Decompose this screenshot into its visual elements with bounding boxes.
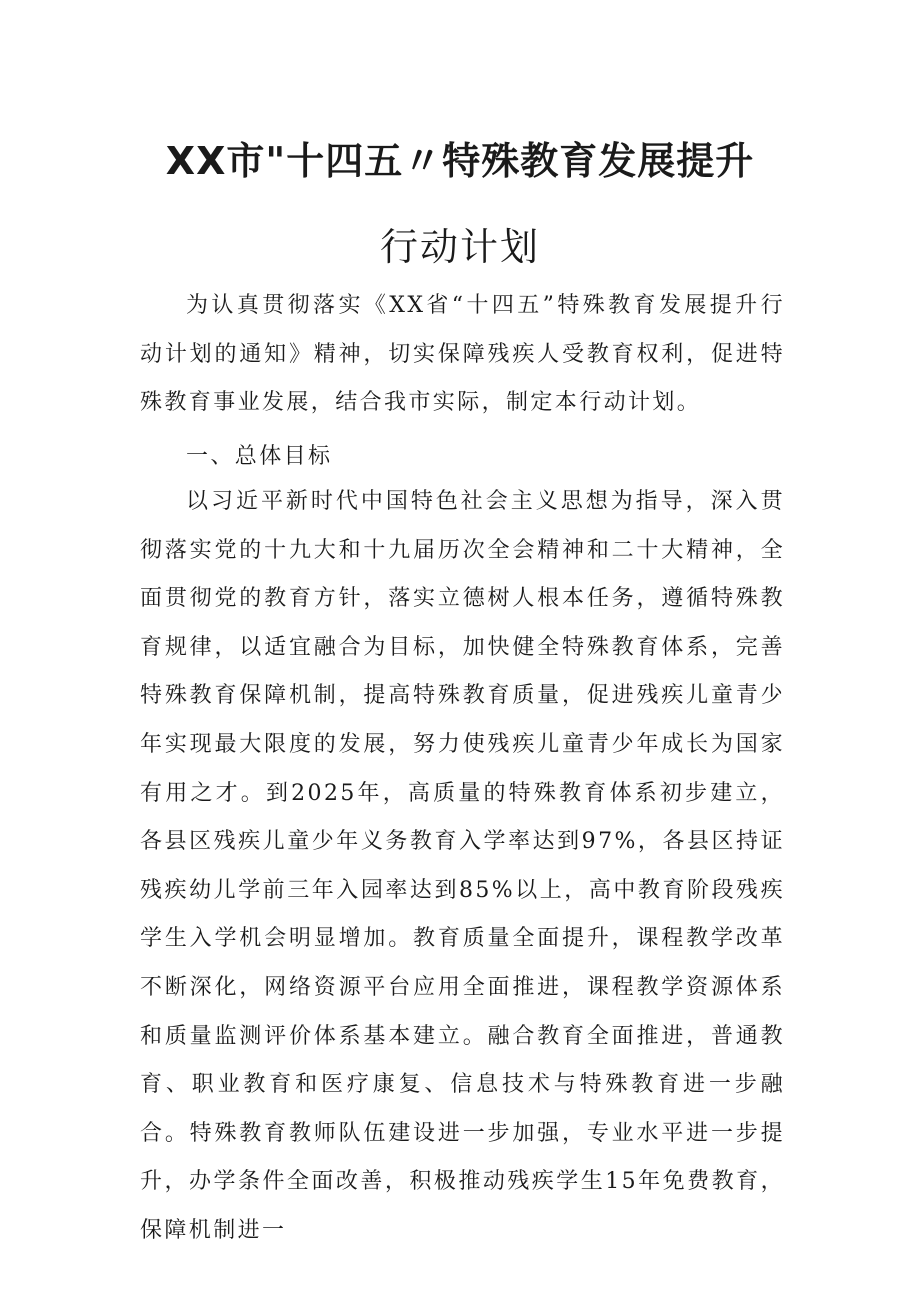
section-body-text: 以习近平新时代中国特色社会主义思想为指导，深入贯彻落实党的十九大和十九届历次全会精神和二十大精神，全面贯彻党的教育方针，落实立德树人根本任务，遵循特殊教育规律，以适宜融合为目标，加快健全特殊教育体系，完善特殊教育保障机制，提高特殊教育质量，促进残疾儿童青少年实现最大限度的发展，努力使残疾儿童青少年成长为国家有用之才。到2025年，高质量的特殊教育体系初步建立，各县区残疾儿童少年义务教育入学率达到97%，各县区持证残疾幼儿学前三年入园率达到85%以上，高中教育阶段残疾学生入学机会明显增加。教育质量全面提升，课程教学改革不断深化，网络资源平台应用全面推进，课程教学资源体系和质量监测评价体系基本建立。融合教育全面推进，普通教育、职业教育和医疗康复、信息技术与特殊教育进一步融合。特殊教育教师队伍建设进一步加强，专业水平进一步提升，办学条件全面改善，积极推动残疾学生15年免费教育，保障机制进一 [140,489,785,1243]
section-body-paragraph [140,478,785,1256]
section-heading-overall-goal: 一、总体目标 [186,444,333,469]
document-title-line-1: XX市"十四五〃特殊教育发展提升 [165,139,755,183]
intro-text: 为认真贯彻落实《XX省“十四五”特殊教育发展提升行动计划的通知》精神，切实保障残疾人受教育权利，促进特殊教育事业发展，结合我市实际，制定本行动计划。 [140,293,785,416]
document-title-line-2: 行动计划 [379,225,540,269]
intro-paragraph [140,282,785,428]
